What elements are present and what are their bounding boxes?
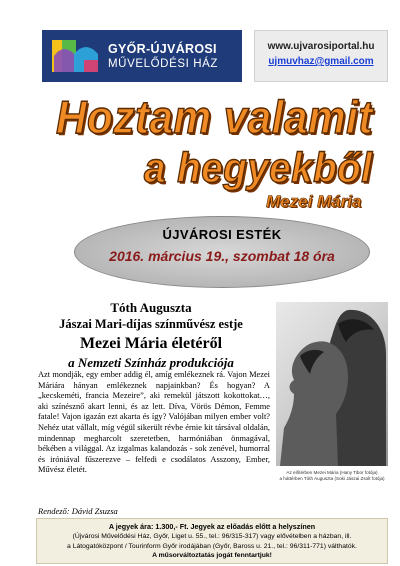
- photo-caption: [272, 470, 392, 482]
- event-series: ÚJVÁROSI ESTÉK: [162, 227, 282, 242]
- event-date: 2016. március 19., szombat 18 óra: [109, 248, 335, 264]
- website-text: www.ujvarosiportal.hu: [267, 41, 375, 52]
- ticket-info-line-2: (Újvárosi Művelődési Ház, Győr, Liget u. 55., tel.: 96/315-317) vagy elővételben a házban, ill.: [72, 532, 352, 540]
- ticket-info-box: [36, 518, 388, 564]
- performance-subject: Mezei Mária életéről: [79, 335, 223, 352]
- director-credit: Rendező: Dávid Zsuzsa: [38, 506, 118, 516]
- title-author: Mezei Mária: [266, 192, 362, 211]
- ticket-price: A jegyek ára: 1.300,- Ft. Jegyek az előadás előtt a helyszínen: [108, 522, 316, 531]
- logo-line-2: MŰVELŐDÉSI HÁZ: [108, 58, 219, 70]
- performer-block: [36, 299, 266, 371]
- production-credit: a Nemzeti Színház produkciója: [68, 355, 234, 370]
- performer-name: Tóth Auguszta: [110, 300, 192, 315]
- photo-caption-line-1: Az előtérben Mezei Mária (Hany Tibor fotója): [286, 470, 378, 475]
- ticket-info-line-3: a Látogatóközpont / Tourinform Győr irodájában (Győr, Baross u. 21., tel.: 96/311-771) válthatók.: [67, 542, 357, 550]
- portrait-photo: [276, 302, 388, 466]
- title-line-2: a hegyekből: [144, 144, 373, 191]
- event-ellipse: [74, 216, 370, 288]
- logo-line-1: GYŐR-ÚJVÁROSI: [108, 42, 217, 56]
- logo: [42, 30, 242, 82]
- email-link[interactable]: ujmuvhaz@gmail.com: [268, 56, 374, 67]
- performer-role: Jászai Mari-díjas színművész estje: [59, 317, 243, 331]
- contact-box: [254, 30, 388, 82]
- poster: [14, 12, 388, 560]
- photo-caption-line-2: a háttérben Tóth Auguszta (Soki Jászai Zsolt fotója): [279, 476, 385, 481]
- title-line-1: Hoztam valamit: [56, 91, 373, 143]
- description-text: Azt mondják, egy ember addig él, amíg emlékeznek rá. Vajon Mezei Máriára hányan emlékeznek napjainkban? És hogyan? A „kecskeméti, francia Mezeire”, aki remekül játszott kokottokat…, aki színésznő akart lenni, és az lett. Díva, Vörös Démon, Femme fatale! Vajon igazán ezt akarta és így? Valójában milyen ember volt? Nehéz utat vállalt, míg végül sikerült révbe érnie kit társával oldalán, mindennap megharcolt szeretetben, harmóniában önmagával, békében a világgal. Az izgalmas kalandozás - sok zenével, humorral és iróniával fűszerezve – felfedi e csodálatos Asszony, Ember, Művész életét.: [38, 370, 270, 475]
- logo-text: [108, 42, 218, 72]
- portrait-silhouettes-icon: [276, 302, 388, 466]
- rights-notice: A műsorváltoztatás jogát fenntartjuk!: [152, 552, 272, 560]
- logo-mark-icon: [48, 36, 104, 76]
